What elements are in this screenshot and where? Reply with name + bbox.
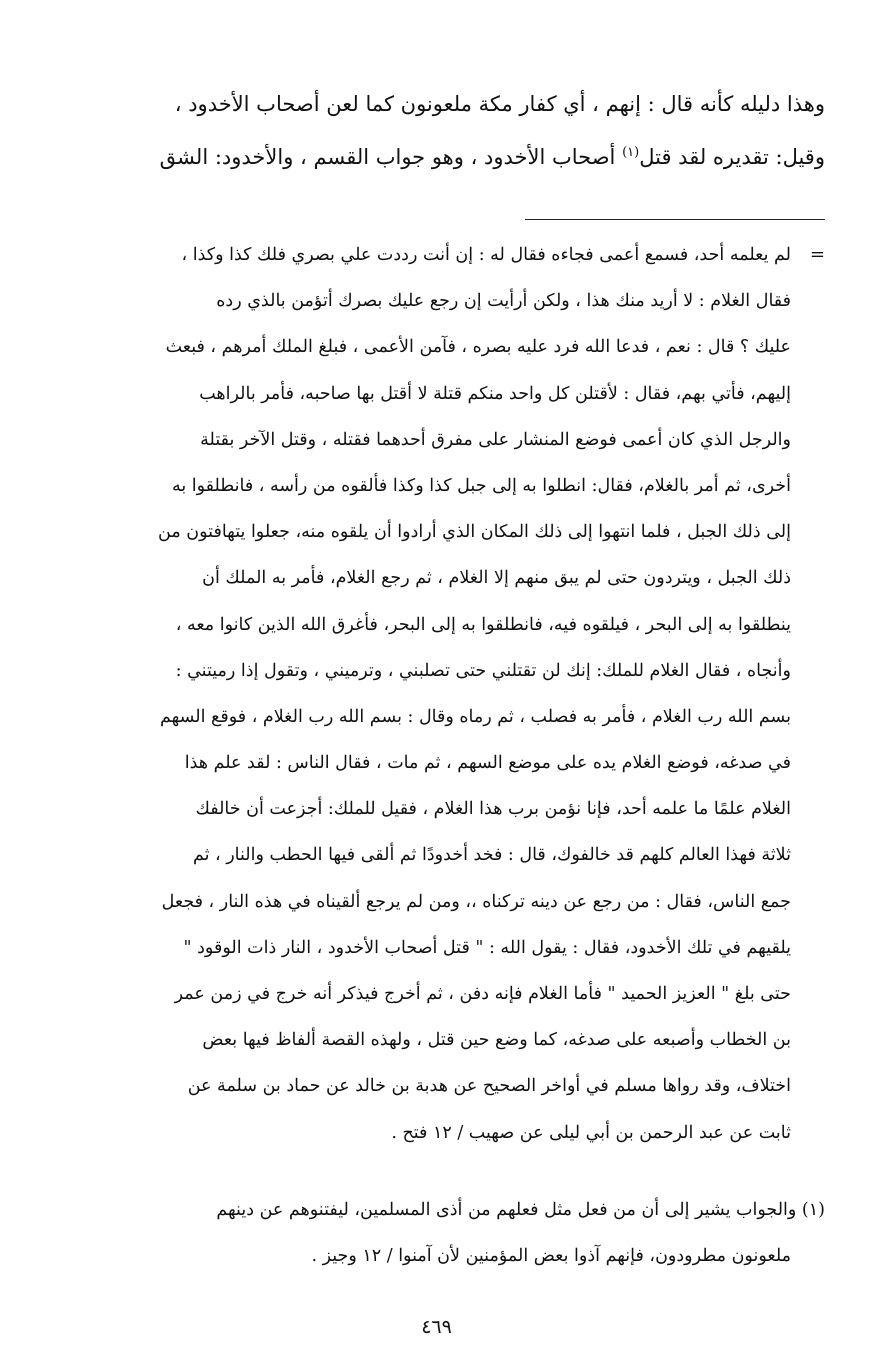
footnote-line <box>35 879 825 925</box>
footnote-line <box>35 232 825 278</box>
footnote-line <box>35 832 825 878</box>
main-text-line-1: وهذا دليله كأنه قال : إنهم ، أي كفار مكة ملعونون كما لعن أصحاب الأخدود ، <box>174 92 825 116</box>
footnote-text: لم يعلمه أحد، فسمع أعمى فجاءه فقال له : إن أنت رددت علي بصري فلك كذا وكذا ، <box>181 245 791 265</box>
footnote-line <box>35 324 825 370</box>
footnote-line <box>35 971 825 1017</box>
footnote-line <box>35 417 825 463</box>
main-text <box>35 78 825 184</box>
footnote-line <box>35 648 825 694</box>
footnote-text: يلقيهم في تلك الأخدود، فقال : يقول الله : " قتل أصحاب الأخدود ، النار ذات الوقود " <box>183 937 791 958</box>
footnote-text: حتى بلغ " العزيز الحميد " فأما الغلام فإنه دفن ، ثم أخرج فيذكر أنه خرج في زمن عمر <box>174 984 791 1004</box>
footnote-text: بسم الله رب الغلام ، فأمر به فصلب ، ثم رماه وقال : بسم الله رب الغلام ، فوقع السهم <box>159 706 791 727</box>
footnote-text: ذلك الجبل ، ويتردون حتى لم يبق منهم إلا الغلام ، ثم رجع الغلام، فأمر به الملك أن <box>202 568 791 589</box>
footnote-1-line <box>35 1187 825 1233</box>
main-text-line-2-end: أصحاب الأخدود ، وهو جواب القسم ، والأخدود: الشق <box>159 145 623 169</box>
footnote-separator <box>525 219 825 220</box>
footnote-line <box>35 740 825 786</box>
footnote-text: أخرى، ثم أمر بالغلام، فقال: انطلوا به إلى جبل كذا وكذا فألقوه من رأسه ، فانطلقوا به <box>171 475 791 496</box>
footnote-line <box>35 1063 825 1109</box>
main-text-line <box>35 131 825 184</box>
main-text-line <box>35 78 825 131</box>
footnote-line <box>35 555 825 601</box>
footnote-line <box>35 509 825 555</box>
footnote-line <box>35 1017 825 1063</box>
footnote-text: عليك ؟ قال : نعم ، فدعا الله فرد عليه بصره ، فآمن الأعمى ، فبلغ الملك أمرهم ، فبعث <box>165 337 791 358</box>
footnote-text: إليهم، فأتي بهم، فقال : لأقتلن كل واحد منكم قتلة لا أقتل بها صاحبه، فأمر بالراهب <box>199 383 791 404</box>
footnote-line <box>35 602 825 648</box>
footnote-text: اختلاف، وقد رواها مسلم في أواخر الصحيح عن هدبة بن خالد عن حماد بن سلمة عن <box>187 1076 791 1097</box>
footnote-line <box>35 925 825 971</box>
footnote-text: والرجل الذي كان أعمى فوضع المنشار على مفرق أحدهما فقتله ، وقتل الآخر بقتلة <box>200 429 791 450</box>
footnote-text: في صدغه، فوضع الغلام يده على موضع السهم ، ثم مات ، فقال الناس : لقد علم هذا <box>184 753 791 774</box>
footnote-text: بن الخطاب وأصبعه على صدغه، كما وضع حين قتل ، ولهذه القصة ألفاظ فيها بعض <box>202 1030 791 1051</box>
footnote-text: فقال الغلام : لا أريد منك هذا ، ولكن أرأيت إن رجع عليك بصرك أتؤمن بالذي رده <box>216 291 791 312</box>
footnote-text: الغلام علمًا ما علمه أحد، فإنا نؤمن برب هذا الغلام ، فقيل للملك: أجزعت أن خالفك <box>195 799 791 820</box>
footnote-1-text: (١) والجواب يشير إلى أن من فعل مثل فعلهم من أذى المسلمين، ليفتنوهم عن دينهم <box>216 1200 825 1220</box>
footnote-line <box>35 463 825 509</box>
footnote-line <box>35 694 825 740</box>
main-text-line-2-start: وقيل: تقديره لقد قتل <box>639 145 825 169</box>
footnote-line <box>35 1110 825 1156</box>
footnote-text: ثلاثة فهذا العالم كلهم قد خالفوك، قال : فخد أخدودًا ثم ألقى فيها الحطب والنار ، ثم <box>192 845 791 866</box>
footnote-reference: (١) <box>622 145 640 160</box>
footnote-text: إلى ذلك الجبل ، فلما انتهوا إلى ذلك المكان الذي أرادوا أن يلقوه منه، جعلوا يتهافتون من <box>158 522 791 543</box>
page-number: ٤٦٩ <box>421 1316 452 1338</box>
footnote-text: ثابت عن عبد الرحمن بن أبي ليلى عن صهيب / ١٢ فتح . <box>391 1122 791 1143</box>
footnote-line <box>35 371 825 417</box>
footnote-1-text: ملعونون مطرودون، فإنهم آذوا بعض المؤمنين لأن آمنوا / ١٢ وجيز . <box>311 1246 791 1266</box>
footnote-1 <box>35 1187 825 1279</box>
footnotes-continued <box>35 232 825 1156</box>
footnote-1-line <box>35 1233 825 1279</box>
continuation-marker: = <box>809 244 825 265</box>
footnote-line <box>35 786 825 832</box>
footnote-text: جمع الناس، فقال : من رجع عن دينه تركناه ،، ومن لم يرجع ألقيناه في هذه النار ، فجعل <box>161 891 791 912</box>
footnote-text: وأنجاه ، فقال الغلام للملك: إنك لن تقتلني حتى تصلبني ، وترميني ، وتقول إذا رميتني : <box>175 660 791 681</box>
footnote-line <box>35 278 825 324</box>
footnote-text: ينطلقوا به إلى البحر ، فيلقوه فيه، فانطلقوا به إلى البحر، فأغرق الله الذين كانوا معه ، <box>175 614 791 635</box>
